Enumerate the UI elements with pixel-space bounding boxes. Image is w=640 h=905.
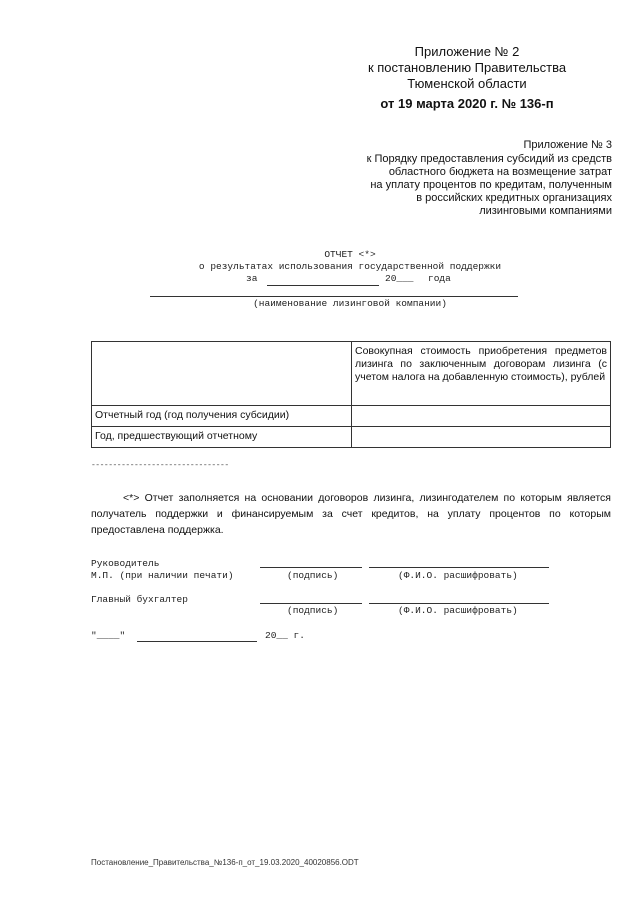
signature-stamp-label: М.П. (при наличии печати)	[91, 570, 234, 581]
appendix-2-date: от 19 марта 2020 г. № 136-п	[380, 96, 554, 111]
date-month-line	[137, 641, 257, 642]
appendix-3-title: Приложение № 3	[523, 139, 612, 151]
signature-accountant-label: Главный бухгалтер	[91, 594, 188, 605]
table-row-label: Отчетный год (год получения субсидии)	[92, 406, 352, 427]
signature-head-label: Руководитель	[91, 558, 160, 569]
table-row	[92, 427, 611, 448]
table-value-cell[interactable]	[352, 427, 611, 448]
appendix-3-line: на уплату процентов по кредитам, полученным	[370, 179, 612, 191]
table-row-label: Год, предшествующий отчетному	[92, 427, 352, 448]
appendix-3-line: областного бюджета на возмещение затрат	[388, 166, 612, 178]
footnote-text: <*> Отчет заполняется на основании договоров лизинга, лизингодателем по которым является получатель поддержки и финансируемым за счет кредитов, на уплату процентов по которым предоставлена поддержка.	[91, 492, 611, 536]
company-caption: (наименование лизинговой компании)	[253, 298, 447, 309]
accountant-signature-line	[260, 603, 362, 604]
report-period-suffix: года	[428, 273, 451, 284]
head-name-line	[369, 567, 549, 568]
document-footer: Постановление_Правительства_№136-п_от_19.03.2020_40020856.ODT	[91, 858, 359, 867]
head-signature-line	[260, 567, 362, 568]
report-title: ОТЧЕТ <*>	[324, 249, 376, 260]
accountant-name-line	[369, 603, 549, 604]
appendix-3-line: в российских кредитных организациях	[416, 192, 612, 204]
appendix-2-line-2: Тюменской области	[407, 76, 527, 91]
report-table	[91, 341, 611, 448]
table-row	[92, 406, 611, 427]
report-subtitle: о результатах использования государственной поддержки	[198, 261, 502, 272]
footnote-separator: --------------------------------	[91, 461, 229, 470]
appendix-2-header	[342, 44, 592, 112]
appendix-2-title: Приложение № 2	[414, 44, 520, 59]
period-underline	[267, 285, 379, 286]
head-name-caption: (Ф.И.О. расшифровать)	[398, 570, 518, 581]
head-signature-caption: (подпись)	[287, 570, 339, 581]
table-header-cell: Совокупная стоимость приобретения предметов лизинга по заключенным договорам лизинга (с учетом налога на добавленную стоимость), рублей	[352, 342, 611, 406]
appendix-3-line: к Порядку предоставления субсидий из средств	[366, 153, 612, 165]
table-empty-header-cell	[92, 342, 352, 406]
table-value-cell[interactable]	[352, 406, 611, 427]
date-day-field: "____"	[91, 630, 126, 641]
table-header-row	[92, 342, 611, 406]
accountant-name-caption: (Ф.И.О. расшифровать)	[398, 605, 518, 616]
accountant-signature-caption: (подпись)	[287, 605, 339, 616]
company-underline	[150, 296, 518, 297]
appendix-2-line-1: к постановлению Правительства	[367, 60, 567, 75]
date-year-field: 20__ г.	[265, 630, 305, 641]
appendix-3-line: лизинговыми компаниями	[479, 205, 612, 217]
report-period-prefix: за	[246, 273, 258, 284]
appendix-3-header	[292, 139, 612, 218]
report-period-year: 20___	[385, 273, 414, 284]
